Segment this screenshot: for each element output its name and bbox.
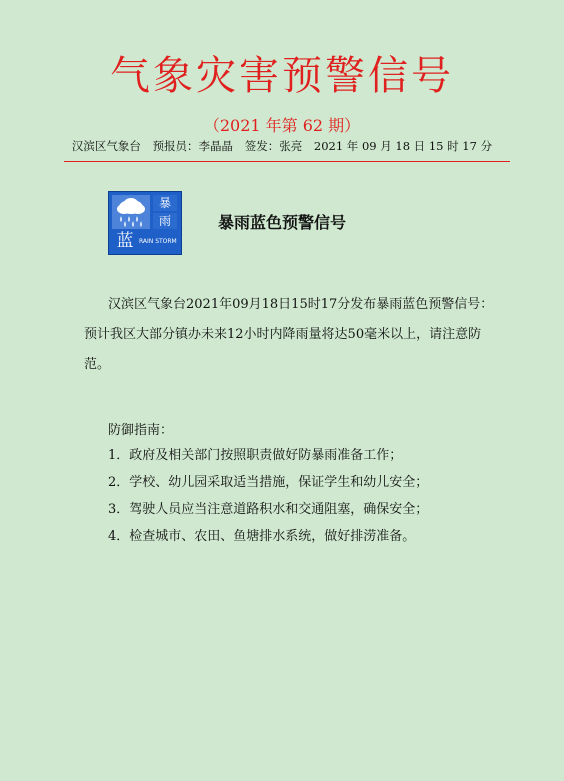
guide-list bbox=[108, 442, 428, 550]
issue-datetime: 2021 年 09 月 18 日 15 时 17 分 bbox=[313, 139, 493, 153]
header-divider bbox=[64, 161, 510, 162]
icon-english-label: RAIN STORM bbox=[139, 238, 177, 245]
issue-number: （2021 年第 62 期） bbox=[203, 116, 361, 135]
rainstorm-blue-warning-icon bbox=[108, 191, 182, 255]
guide-title: 防御指南： bbox=[108, 423, 174, 438]
guide-item: 4．检查城市、农田、鱼塘排水系统，做好排涝准备。 bbox=[108, 529, 416, 544]
icon-char-yu: 雨 bbox=[153, 213, 177, 229]
issuance-meta bbox=[0, 137, 564, 155]
rain-cloud-icon bbox=[112, 195, 150, 229]
icon-level-char: 蓝 bbox=[116, 231, 134, 251]
guide-item: 3．驾驶人员应当注意道路积水和交通阻塞，确保安全； bbox=[108, 502, 429, 517]
warning-paragraph: 汉滨区气象台2021年09月18日15时17分发布暴雨蓝色预警信号：预计我区大部分镇办未来12小时内降雨量将达50毫米以上，请注意防范。 bbox=[84, 297, 494, 372]
icon-char-bao: 暴 bbox=[153, 195, 177, 211]
guide-item: 2．学校、幼儿园采取适当措施，保证学生和幼儿安全； bbox=[108, 475, 429, 490]
forecaster-name: 预报员：李晶晶 bbox=[152, 139, 234, 153]
issuer-name: 汉滨区气象台 bbox=[71, 139, 141, 153]
signer-name: 签发：张亮 bbox=[244, 139, 303, 153]
document-title: 气象灾害预警信号 bbox=[110, 53, 454, 99]
signal-name: 暴雨蓝色预警信号 bbox=[218, 213, 347, 232]
guide-item: 1．政府及相关部门按照职责做好防暴雨准备工作； bbox=[108, 448, 403, 463]
